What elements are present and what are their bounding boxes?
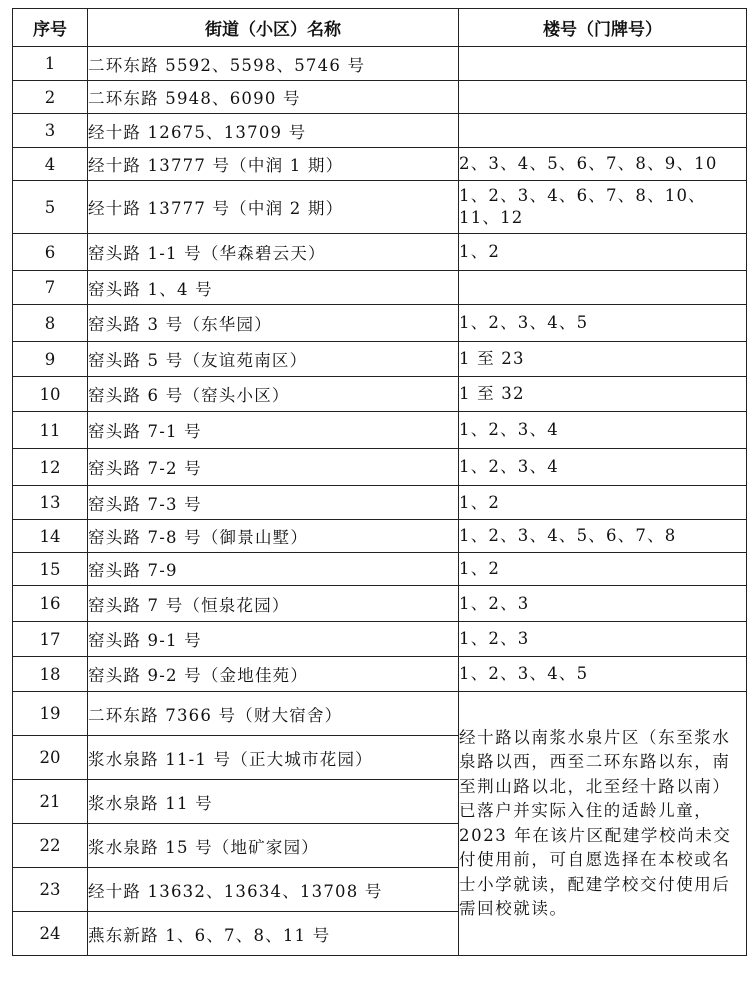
row-name: 经十路 12675、13709 号 — [88, 114, 459, 148]
row-index: 2 — [13, 81, 88, 114]
row-index: 17 — [13, 622, 88, 657]
table-row — [13, 520, 747, 553]
row-building: 1、2、3、4 — [459, 449, 747, 486]
row-index: 3 — [13, 114, 88, 148]
row-index: 1 — [13, 47, 88, 81]
row-index: 6 — [13, 234, 88, 271]
row-index: 15 — [13, 553, 88, 586]
row-building: 1、2、3、4、6、7、8、10、11、12 — [459, 181, 747, 234]
row-index: 8 — [13, 305, 88, 342]
row-index: 23 — [13, 868, 88, 912]
row-name: 窑头路 7-9 — [88, 553, 459, 586]
table-row — [13, 449, 747, 486]
row-index: 4 — [13, 148, 88, 181]
table-row — [13, 181, 747, 234]
row-name: 窑头路 7-3 号 — [88, 486, 459, 520]
row-name: 二环东路 5592、5598、5746 号 — [88, 47, 459, 81]
row-building: 1 至 23 — [459, 342, 747, 377]
header-building: 楼号（门牌号） — [459, 9, 747, 47]
row-name: 窑头路 9-2 号（金地佳苑） — [88, 657, 459, 692]
row-name: 窑头路 7 号（恒泉花园） — [88, 586, 459, 622]
row-name: 燕东新路 1、6、7、8、11 号 — [88, 912, 459, 956]
table-row — [13, 586, 747, 622]
row-index: 20 — [13, 736, 88, 780]
row-building — [459, 114, 747, 148]
row-building: 1、2、3 — [459, 622, 747, 657]
row-building — [459, 47, 747, 81]
row-index: 5 — [13, 181, 88, 234]
row-building — [459, 271, 747, 305]
address-table — [12, 8, 747, 956]
row-name: 经十路 13777 号（中润 2 期） — [88, 181, 459, 234]
row-index: 7 — [13, 271, 88, 305]
row-index: 11 — [13, 412, 88, 449]
row-name: 窑头路 3 号（东华园） — [88, 305, 459, 342]
row-building: 1 至 32 — [459, 377, 747, 412]
table-row — [13, 148, 747, 181]
table-row — [13, 377, 747, 412]
row-index: 24 — [13, 912, 88, 956]
row-name: 窑头路 1-1 号（华森碧云天） — [88, 234, 459, 271]
row-name: 二环东路 5948、6090 号 — [88, 81, 459, 114]
header-row — [13, 9, 747, 47]
table-row — [13, 622, 747, 657]
row-name: 窑头路 1、4 号 — [88, 271, 459, 305]
row-name: 经十路 13632、13634、13708 号 — [88, 868, 459, 912]
table-row — [13, 271, 747, 305]
row-name: 浆水泉路 15 号（地矿家园） — [88, 824, 459, 868]
header-index: 序号 — [13, 9, 88, 47]
row-building: 1、2 — [459, 486, 747, 520]
row-index: 16 — [13, 586, 88, 622]
table-row — [13, 234, 747, 271]
row-index: 19 — [13, 692, 88, 736]
table-row — [13, 342, 747, 377]
row-building: 1、2、3、4、5、6、7、8 — [459, 520, 747, 553]
row-name: 浆水泉路 11 号 — [88, 780, 459, 824]
row-building: 1、2、3 — [459, 586, 747, 622]
row-building: 1、2、3、4、5 — [459, 305, 747, 342]
row-name: 经十路 13777 号（中润 1 期） — [88, 148, 459, 181]
header-name: 街道（小区）名称 — [88, 9, 459, 47]
row-name: 窑头路 9-1 号 — [88, 622, 459, 657]
row-index: 21 — [13, 780, 88, 824]
table-row — [13, 47, 747, 81]
row-index: 18 — [13, 657, 88, 692]
table-row — [13, 692, 747, 736]
row-name: 浆水泉路 11-1 号（正大城市花园） — [88, 736, 459, 780]
row-index: 14 — [13, 520, 88, 553]
row-building: 1、2 — [459, 553, 747, 586]
merged-note: 经十路以南浆水泉片区（东至浆水泉路以西，西至二环东路以东，南至荆山路以北，北至经十路以南）已落户并实际入住的适龄儿童，2023 年在该片区配建学校尚未交付使用前，可自愿选择在本校或名士小学就读，配建学校交付使用后需回校就读。 — [459, 692, 747, 956]
row-name: 窑头路 6 号（窑头小区） — [88, 377, 459, 412]
table-row — [13, 486, 747, 520]
row-index: 13 — [13, 486, 88, 520]
table-row — [13, 81, 747, 114]
row-index: 10 — [13, 377, 88, 412]
row-index: 9 — [13, 342, 88, 377]
row-building — [459, 81, 747, 114]
row-name: 窑头路 7-8 号（御景山墅） — [88, 520, 459, 553]
table-row — [13, 553, 747, 586]
table-row — [13, 305, 747, 342]
row-building: 1、2、3、4、5 — [459, 657, 747, 692]
row-building: 1、2、3、4 — [459, 412, 747, 449]
row-building: 1、2 — [459, 234, 747, 271]
table-row — [13, 657, 747, 692]
table-row — [13, 412, 747, 449]
row-building: 2、3、4、5、6、7、8、9、10 — [459, 148, 747, 181]
row-name: 窑头路 5 号（友谊苑南区） — [88, 342, 459, 377]
row-index: 22 — [13, 824, 88, 868]
row-name: 窑头路 7-1 号 — [88, 412, 459, 449]
row-name: 二环东路 7366 号（财大宿舍） — [88, 692, 459, 736]
row-name: 窑头路 7-2 号 — [88, 449, 459, 486]
row-index: 12 — [13, 449, 88, 486]
table-row — [13, 114, 747, 148]
